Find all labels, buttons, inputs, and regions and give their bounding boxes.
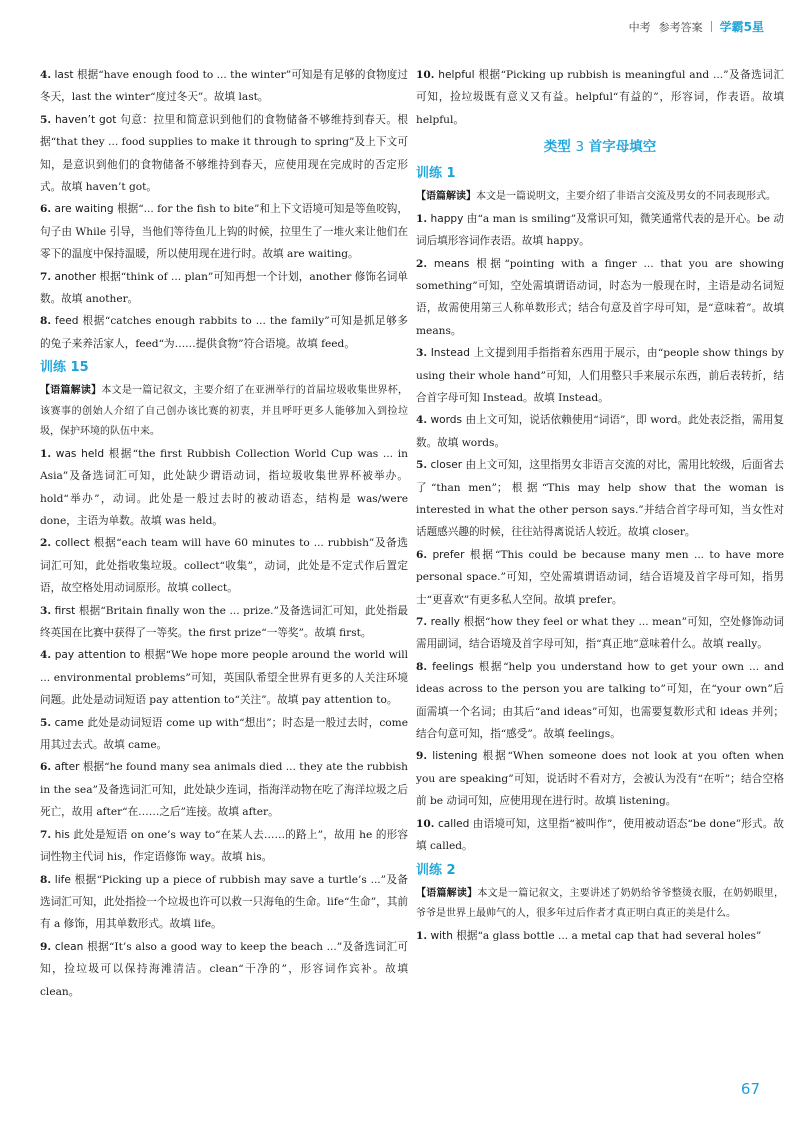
- train1-answer-list: [416, 208, 784, 858]
- train15-answer-list: [40, 443, 408, 1003]
- item-explanation: 根据“how they feel or what they ... mean”可知，空处修饰动词需用副词，结合语境及首字母可知，指“真正地”意味着什么。故填 really。: [416, 616, 784, 651]
- item-explanation: 根据“help you understand how to get your own ... and ideas across to the person you are talking to”可知，在“your own”后面需填一个名词；由其后“and ideas”可知，也需要复数形式和 ideas 并列；结合句意可知，指“感受”。故填 feelings。: [416, 660, 784, 741]
- item-number: 10.: [416, 69, 435, 81]
- item-explanation: 此处是动词短语 come up with“想出”；时态是一般过去时，come 用其过去式。故填 came。: [40, 716, 408, 752]
- item-explanation: 根据“When someone does not look at you often when you are speaking”可知，说话时不看对方，会被认为没有“在听”；结合空格前 be 动词可知，应使用现在进行时。故填 listening。: [416, 750, 784, 808]
- page-number: 67: [740, 1080, 760, 1098]
- item-number: 9.: [40, 940, 52, 953]
- right-column: [416, 64, 784, 947]
- item-answer: came: [54, 716, 84, 729]
- type3-heading: [416, 135, 784, 159]
- item-number: 3.: [40, 604, 52, 617]
- item-explanation: 根据“... for the fish to bite”和上下文语境可知是等鱼咬钩，句子由 While 引导，当他们等待鱼儿上钩的时候，拉里生了一堆火来让他们在零下的温度中保持温暖，所以使用现在进行时。故填 are waiting。: [40, 203, 408, 261]
- item-explanation: 根据“have enough food to ... the winter”可知是有足够的食物度过冬天，last the winter“度过冬天”。故填 last。: [40, 69, 408, 104]
- answer-item: [416, 925, 784, 947]
- answer-item: [416, 454, 784, 544]
- item-explanation: 上文提到用手指指着东西用于展示，由“people show things by using their whole hand”可知，人们用整只手来展示东西，前后表转折，结合首字母可知 Instead。故填 Instead。: [416, 347, 784, 404]
- answer-item: [40, 443, 408, 533]
- analysis-text: 本文是一篇说明文，主要介绍了非语言交流及男女的不同表现形式。: [476, 191, 776, 203]
- type-name: 首字母填空: [588, 139, 657, 156]
- answer-item: [416, 544, 784, 611]
- train15-analysis: [40, 381, 408, 443]
- answer-item: [416, 745, 784, 812]
- item-explanation: 根据“pointing with a finger ... that you are showing something”可知，空处需填谓语动词，时态为一般现在时，主语是动名词短语，故需使用第三人称单数形式；结合句意及首字母可知，是“意味着”。故填 means。: [416, 257, 784, 337]
- item-answer: pay attention to: [54, 649, 141, 662]
- train2-answer-list: [416, 925, 784, 947]
- item-answer: called: [437, 817, 470, 830]
- item-explanation: 根据“Picking up rubbish is meaningful and ...”及备选词汇可知，捡垃圾既有意义又有益。helpful“有益的”，形容词，作表语。故填 helpful。: [416, 69, 784, 126]
- type-label: 类型: [543, 139, 571, 156]
- answer-item: [416, 342, 784, 409]
- answer-item: [40, 310, 408, 355]
- analysis-text: 本文是一篇记叙文，主要讲述了奶奶给爷爷整烫衣服，在奶奶眼里，爷爷是世界上最帅气的人，很多年过后作者才真正明白真正的美是什么。: [416, 887, 785, 919]
- item-explanation: 根据“catches enough rabbits to ... the family”可知是抓足够多的兔子来养活家人，feed“为……提供食物”符合语境。故填 feed。: [40, 315, 409, 350]
- item-explanation: 句意：拉里和简意识到他们的食物储备不够维持到春天。根据“that they ... food supplies to make it through to spring”及上下文可知，是意识到他们的食物储备不够维持到春天，应使用现在完成时的否定形式。故填 haven’t got。: [40, 113, 409, 194]
- item-number: 10.: [416, 817, 435, 830]
- item-number: 6.: [40, 761, 52, 774]
- brand-logo: 学霸5星: [719, 20, 764, 34]
- answer-item: [40, 644, 408, 711]
- answer-item-10: [416, 64, 784, 131]
- item-number: 3.: [416, 347, 428, 360]
- answer-item: [40, 600, 408, 645]
- item-explanation: 根据“We hope more people around the world will ... environmental problems”可知，英国队希望全世界有更多的人关注环境问题。此处是动词短语 pay attention to“关注”。故填 pay attention to。: [40, 649, 409, 707]
- item-number: 4.: [40, 69, 52, 81]
- item-number: 9.: [416, 750, 428, 763]
- answer-item: [40, 109, 408, 199]
- type-number: 3: [575, 139, 585, 156]
- answer-item: [40, 266, 408, 311]
- item-explanation: 根据“he found many sea animals died ... they ate the rubbish in the sea”及备选词汇可知，此处缺少连词，指海洋动物在吃了海洋垃圾之后死亡，故用 after“在……之后”连接。故填 after。: [40, 761, 408, 819]
- item-explanation: 由上文可知，说话依赖使用“词语”，即 word。此处表泛指，需用复数。故填 words。: [416, 414, 784, 449]
- answer-item: [40, 64, 408, 109]
- item-answer: Instead: [430, 347, 470, 360]
- item-number: 1.: [416, 212, 428, 225]
- item-answer: first: [54, 604, 76, 617]
- answer-item: [40, 824, 408, 869]
- answer-item: [40, 936, 408, 1003]
- item-answer: closer: [430, 459, 463, 472]
- item-explanation: 由上文可知，这里指男女非语言交流的对比，需用比较级，后面省去了“than men”；根据“This may help show that the woman is interested in what the other person says.”并结合首字母可知，当女性对话题感兴趣的时候，往往站得离说话人较近。故填 closer。: [416, 459, 784, 539]
- item-answer: another: [54, 270, 96, 283]
- answer-item: [416, 409, 784, 454]
- analysis-tag: 【语篇解读】: [416, 191, 476, 203]
- item-explanation: 根据“the first Rubbish Collection World Cup was ... in Asia”及备选词汇可知，此处缺少谓语动词，指垃圾收集世界杯被举办。hold“举办”，动词。此处是一般过去时的被动语态，结构是 was/were done，主语为单数。故填 was held。: [40, 447, 408, 527]
- item-explanation: 由“a man is smiling”及常识可知，微笑通常代表的是开心。be 动词后填形容词作表语。故填 happy。: [416, 212, 784, 248]
- item-answer: helpful: [438, 69, 475, 81]
- train2-title: 训练 2: [416, 862, 456, 878]
- page-header: [629, 18, 764, 35]
- item-number: 7.: [416, 616, 428, 629]
- item-explanation: 根据“It’s also a good way to keep the beach ...”及备选词汇可知，捡垃圾可以保持海滩清洁。clean“干净的”，形容词作宾补。故填 clean。: [40, 940, 409, 998]
- item-answer: words: [430, 414, 463, 427]
- analysis-text: 本文是一篇记叙文，主要介绍了在亚洲举行的首届垃圾收集世界杯，该赛事的创始人介绍了自己创办该比赛的初衷，并且呼吁更多人能够加入到捡垃圾，保护环境的队伍中来。: [40, 385, 409, 438]
- header-divider: [711, 21, 712, 32]
- answer-item: [40, 532, 408, 599]
- left-column: [40, 64, 408, 1003]
- answer-item: [40, 712, 408, 757]
- item-number: 7.: [40, 270, 52, 283]
- item-answer: haven’t got: [54, 113, 117, 126]
- item-explanation: 此处是短语 on one’s way to“在某人去……的路上”，故用 he 的形容词性物主代词 his，作定语修饰 way。故填 his。: [40, 828, 409, 864]
- item-answer: was held: [55, 447, 105, 460]
- item-answer: collect: [55, 537, 90, 550]
- item-answer: listening: [432, 750, 478, 763]
- item-answer: clean: [54, 940, 84, 953]
- item-explanation: 由语境可知，这里指“被叫作”，使用被动语态“be done”形式。故填 called。: [416, 817, 784, 853]
- answer-item: [416, 656, 784, 746]
- item-answer: really: [430, 616, 460, 629]
- item-answer: feelings: [432, 660, 474, 673]
- item-number: 6.: [416, 548, 428, 561]
- item-answer: means: [433, 257, 470, 270]
- item-explanation: 根据“Britain finally won the ... prize.”及备选词汇可知，此处指最终英国在比赛中获得了一等奖。the first prize“一等奖”。故填 first。: [40, 604, 408, 640]
- item-explanation: 根据“This could be because many men ... to have more personal space.”可知，空处需填谓语动词，结合语境及首字母可知，指男士“更喜欢”有更多私人空间。故填 prefer。: [416, 548, 784, 606]
- item-explanation: 根据“think of ... plan”可知再想一个计划，another 修饰名词单数。故填 another。: [40, 270, 409, 306]
- item-number: 8.: [416, 660, 428, 673]
- answer-item: [40, 756, 408, 823]
- item-number: 7.: [40, 828, 52, 841]
- item-number: 8.: [40, 315, 52, 328]
- answer-item: [40, 869, 408, 936]
- item-explanation: 根据“a glass bottle ... a metal cap that had several holes”: [456, 929, 762, 942]
- item-answer: with: [430, 929, 453, 942]
- item-number: 5.: [40, 113, 52, 126]
- item-answer: are waiting: [54, 203, 114, 216]
- header-category: 中考: [628, 20, 651, 34]
- analysis-tag: 【语篇解读】: [40, 385, 102, 397]
- item-answer: his: [54, 828, 70, 841]
- item-explanation: 根据“Picking up a piece of rubbish may save a turtle’s ...”及备选词汇可知，此处指捡一个垃圾也许可以救一只海龟的生命。life“生命”，其前有 a 修饰，用其单数形式。故填 life。: [40, 873, 408, 931]
- item-number: 6.: [40, 203, 52, 216]
- item-answer: last: [54, 69, 74, 81]
- item-number: 1.: [40, 447, 52, 460]
- answer-item: [416, 253, 784, 343]
- item-answer: feed: [55, 315, 79, 328]
- item-explanation: 根据“each team will have 60 minutes to ... rubbish”及备选词汇可知，此处指收集垃圾。collect“收集”，动词，此处是不定式作后置定语，故空格处用动词原形。故填 collect。: [40, 537, 409, 595]
- item-number: 5.: [40, 716, 52, 729]
- header-section: 参考答案: [658, 20, 703, 34]
- item-number: 4.: [416, 414, 428, 427]
- item-number: 5.: [416, 459, 428, 472]
- answer-item: [40, 198, 408, 265]
- analysis-tag: 【语篇解读】: [416, 887, 478, 899]
- item-number: 2.: [40, 537, 52, 550]
- item-number: 1.: [416, 929, 428, 942]
- train1-analysis: [416, 187, 784, 208]
- item-number: 4.: [40, 649, 52, 662]
- train2-analysis: [416, 884, 784, 925]
- answer-item: [416, 813, 784, 858]
- item-answer: life: [54, 873, 71, 886]
- item-number: 2.: [416, 257, 428, 270]
- answer-item: [416, 611, 784, 656]
- answer-item: [416, 208, 784, 253]
- item-answer: happy: [430, 212, 464, 225]
- item-answer: after: [54, 761, 80, 774]
- left-answer-list: [40, 64, 408, 355]
- item-answer: prefer: [432, 548, 465, 561]
- item-number: 8.: [40, 873, 52, 886]
- train1-title: 训练 1: [416, 166, 456, 182]
- train15-title: 训练 15: [40, 360, 89, 376]
